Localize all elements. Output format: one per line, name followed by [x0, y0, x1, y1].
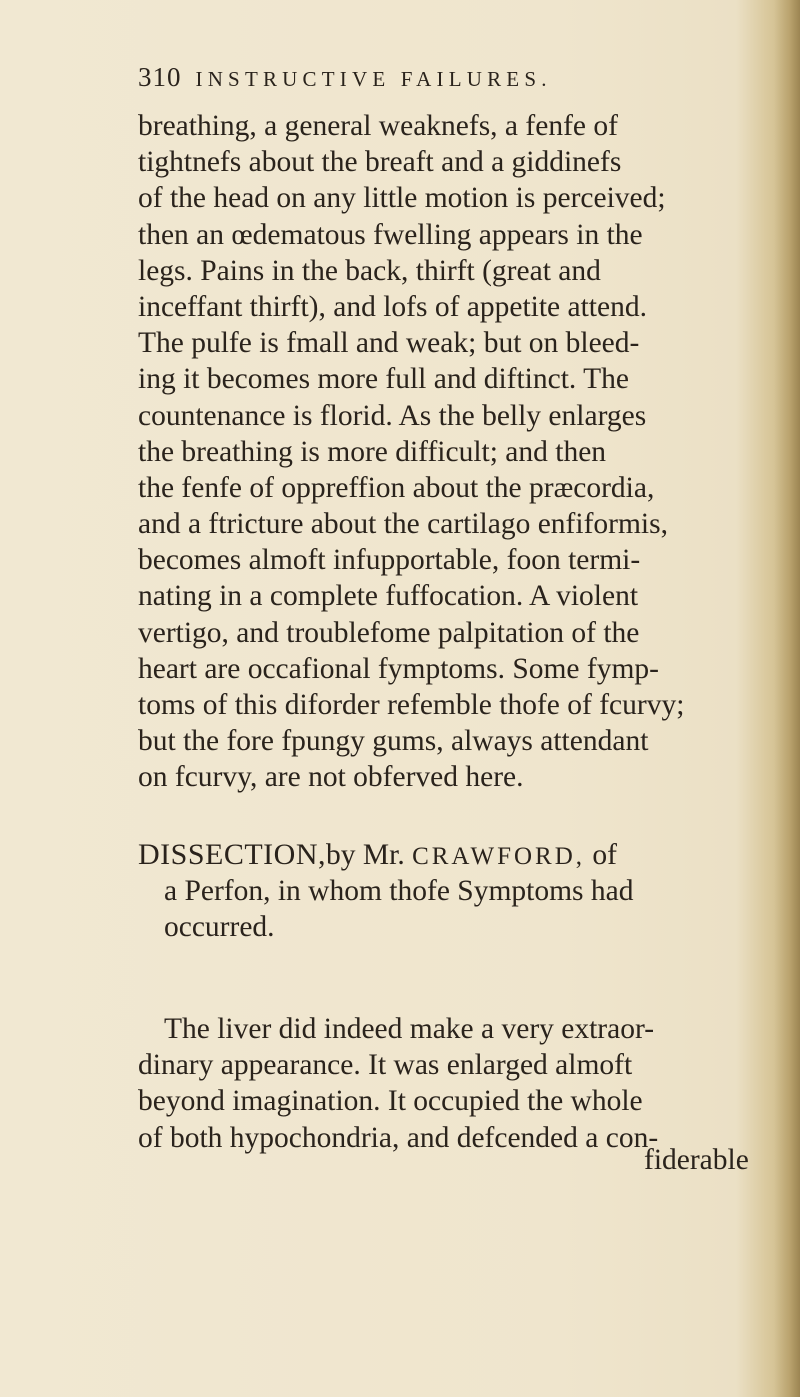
text-line: inceffant thirft), and lofs of appetite attend. — [138, 290, 647, 323]
page-number: 310 — [138, 62, 182, 92]
text-line: but the fore fpungy gums, always attendant — [138, 725, 649, 758]
text-line: heart are occafional fymptoms. Some fymp- — [138, 652, 659, 685]
text-line: nating in a complete fuffocation. A violent — [138, 580, 639, 613]
heading-line: occurred. — [164, 911, 275, 944]
text-line: of the head on any little motion is perceived; — [138, 182, 666, 215]
paragraph-liver — [138, 1011, 758, 1156]
page-header — [138, 62, 738, 102]
text-line: The pulfe is fmall and weak; but on bleed- — [138, 327, 640, 360]
heading-tail: of — [592, 839, 617, 871]
text-line: The liver did indeed make a very extraor- — [164, 1013, 655, 1045]
heading-line — [138, 837, 758, 873]
running-head: INSTRUCTIVE FAILURES. — [195, 67, 552, 91]
text-line: legs. Pains in the back, thirft (great and — [138, 254, 601, 287]
dissection-heading — [138, 837, 758, 946]
text-line: countenance is florid. As the belly enlarges — [138, 399, 647, 432]
text-line: then an œdematous fwelling appears in the — [138, 218, 643, 251]
heading-line: a Perfon, in whom thofe Symptoms had — [164, 875, 634, 908]
text-line: and a ftricture about the cartilago enfiformis, — [138, 508, 668, 541]
text-line: toms of this diforder refemble thofe of fcurvy; — [138, 689, 685, 721]
text-line: the fenfe of oppreffion about the præcordia, — [138, 471, 655, 504]
catchword: fiderable — [644, 1144, 749, 1176]
text-line: beyond imagination. It occupied the whole — [138, 1085, 643, 1118]
text-line: breathing, a general weaknefs, a fenfe of — [138, 110, 618, 142]
text-line: ing it becomes more full and diftinct. The — [138, 363, 629, 396]
author-name: CRAWFORD, — [412, 843, 586, 870]
dissection-title: DISSECTION, — [138, 838, 327, 871]
page-edge-shadow — [774, 0, 800, 1397]
paragraph-symptoms — [138, 108, 758, 796]
text-line: becomes almoft infupportable, foon termi- — [138, 544, 641, 577]
text-line: tightnefs about the breaft and a giddinefs — [138, 146, 622, 179]
text-line: the breathing is more difficult; and then — [138, 435, 607, 468]
text-line: dinary appearance. It was enlarged almoft — [138, 1049, 633, 1082]
text-line: of both hypochondria, and defcended a con- — [138, 1121, 659, 1154]
text-line: on fcurvy, are not obferved here. — [138, 761, 524, 794]
text-line: vertigo, and troublefome palpitation of the — [138, 616, 640, 649]
heading-by: by Mr. — [326, 839, 405, 871]
